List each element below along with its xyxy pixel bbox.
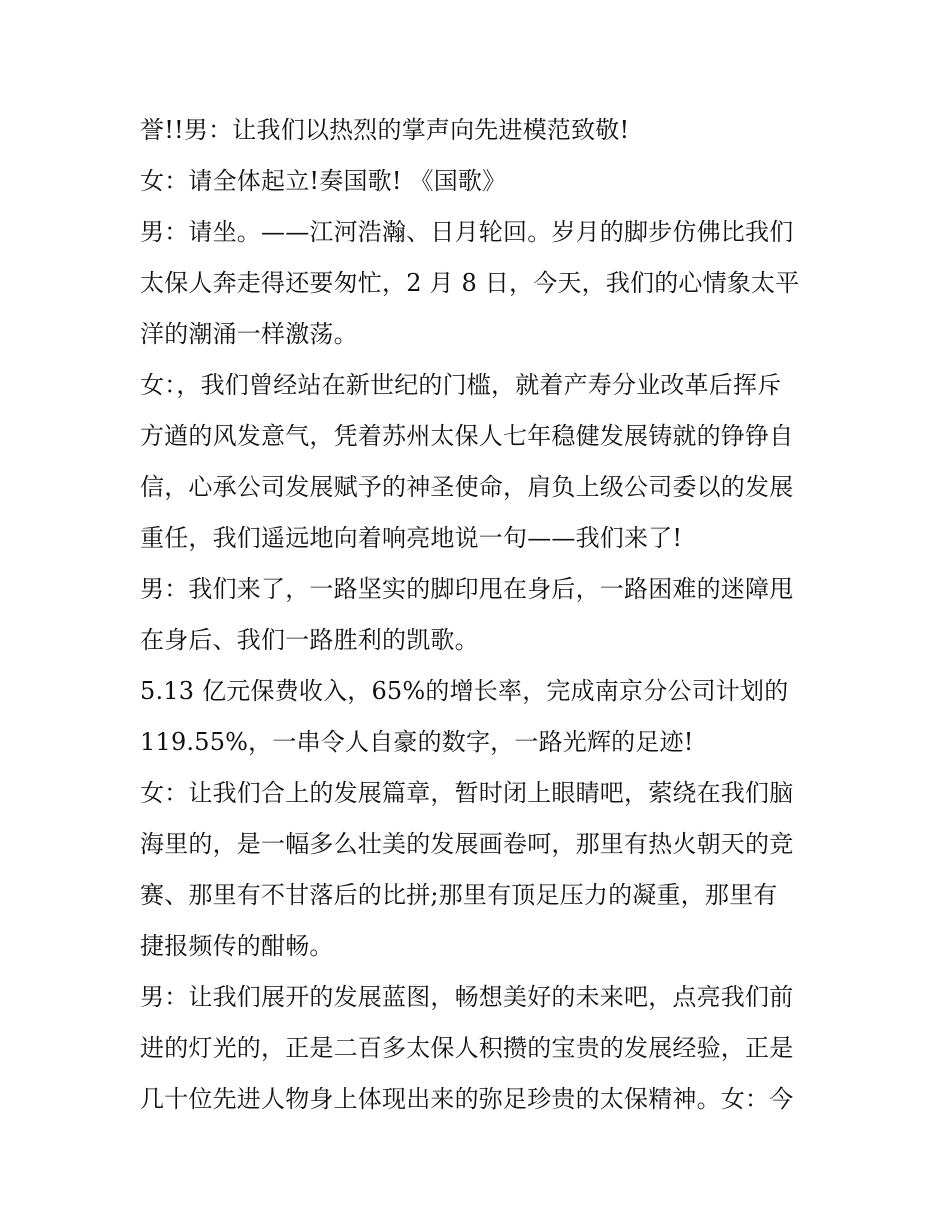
text-line: 海里的，是一幅多么壮美的发展画卷呵，那里有热火朝天的竞 bbox=[140, 830, 794, 858]
text-line: 男：我们来了，一路坚实的脚印甩在身后，一路困难的迷障甩 bbox=[140, 575, 794, 603]
text-line: 赛、那里有不甘落后的比拼;那里有顶足压力的凝重，那里有 bbox=[140, 881, 778, 909]
text-line: 方遒的风发意气，凭着苏州太保人七年稳健发展铸就的铮铮自 bbox=[140, 422, 794, 450]
text-line: 誉!!男：让我们以热烈的掌声向先进模范致敬! bbox=[140, 116, 630, 144]
text-line: 几十位先进人物身上体现出来的弥足珍贵的太保精神。女：今 bbox=[140, 1085, 794, 1113]
text-line: 进的灯光的，正是二百多太保人积攒的宝贵的发展经验，正是 bbox=[140, 1034, 794, 1062]
text-line: 男：请坐。——江河浩瀚、日月轮回。岁月的脚步仿佛比我们 bbox=[140, 218, 794, 246]
text-line: 洋的潮涌一样激荡。 bbox=[140, 320, 358, 348]
text-line: 信，心承公司发展赋予的神圣使命，肩负上级公司委以的发展 bbox=[140, 473, 794, 501]
document-body bbox=[140, 105, 820, 1125]
text-line: 119.55%，一串令人自豪的数字，一路光辉的足迹! bbox=[140, 728, 694, 756]
text-line: 女：请全体起立!奏国歌! 《国歌》 bbox=[140, 167, 507, 195]
text-line: 男：让我们展开的发展蓝图，畅想美好的未来吧，点亮我们前 bbox=[140, 983, 794, 1011]
text-line: 5.13 亿元保费收入，65%的增长率，完成南京分公司计划的 bbox=[140, 677, 789, 705]
text-line: 女：，我们曾经站在新世纪的门槛，就着产寿分业改革后挥斥 bbox=[140, 371, 782, 399]
text-line: 在身后、我们一路胜利的凯歌。 bbox=[140, 626, 479, 654]
text-line: 重任，我们遥远地向着响亮地说一句——我们来了! bbox=[140, 524, 683, 552]
text-line: 女：让我们合上的发展篇章，暂时闭上眼睛吧，萦绕在我们脑 bbox=[140, 779, 794, 807]
text-line: 太保人奔走得还要匆忙，2 月 8 日，今天，我们的心情象太平 bbox=[140, 269, 800, 297]
text-line: 捷报频传的酣畅。 bbox=[140, 932, 334, 960]
